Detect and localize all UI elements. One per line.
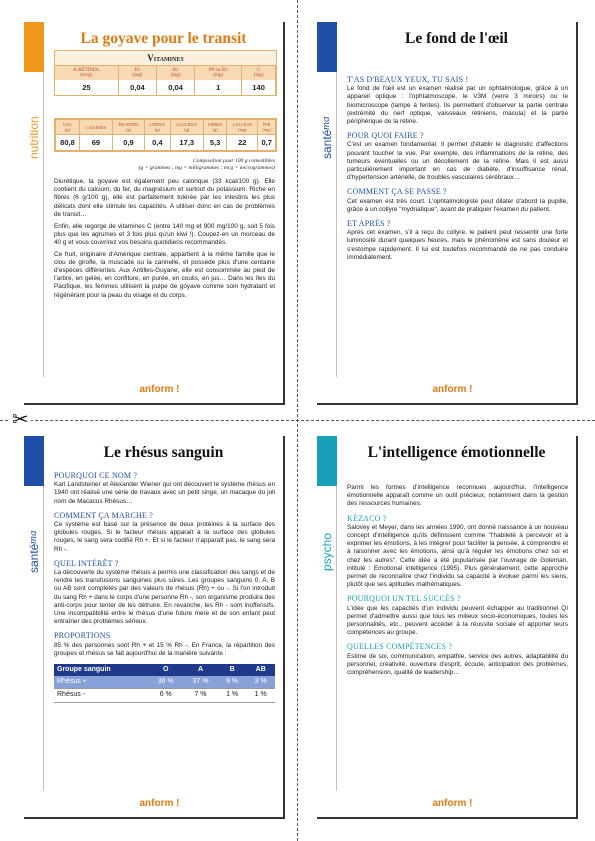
table-header: O: [148, 664, 183, 676]
category-label: nutrition: [27, 116, 41, 160]
vitamin-header: [118, 66, 156, 80]
nutrient-header: [56, 120, 80, 135]
nutrient-name: EAU: [63, 122, 72, 127]
composition-note: Composition pour 100 g comestibles (g = grammes ; mg = milligrammes ; mcg = microgrammes): [138, 158, 275, 171]
section-heading: QUELLES COMPÉTENCES ?: [347, 642, 453, 652]
table-header: Groupe sanguin: [54, 664, 148, 676]
nutrient-header: [258, 120, 276, 135]
nutrient-value: 0,4: [145, 135, 170, 151]
vitamin-value: 1: [195, 80, 242, 95]
card-rhesus: [24, 436, 285, 819]
table-cell: 3 %: [246, 676, 275, 689]
vitamin-header: [55, 66, 118, 80]
paragraph: Ce fruit, originaire d'Amérique centrale, appartient à la même famille que le clou de girofle, la muscade ou la cannelle, et possède plus d'une centaine d'espèces différentes. Aux Antilles-Guyane, elle est consommée au pied de l'arbre, en gelée, en confiture, en purée, en coulis, en jus… Dans les îles du Pacifique, les femmes utilisent la pulpe de goyave comme soin hydratant et régénérant pour la peau du visage et du corps.: [54, 250, 275, 299]
table-cell: Rhésus +: [54, 676, 148, 689]
card-text: [54, 178, 275, 303]
table-cell: 9 %: [218, 676, 247, 689]
nutrient-header: [112, 120, 144, 135]
vitamin-name: PP ou B3: [208, 68, 228, 73]
vitamin-header: [195, 66, 242, 80]
paragraph: Diurétique, la goyave est également peu calorique (33 kcal/100 g). Elle contient du calcium, du fer, du magnésium et surtout du potassium. Riche en fibres (6 g/100 g), elle est parfaitement tolérée par les intestins les plus délicats dont elle stimule les capacités. A utiliser donc en cas de problèmes de transit…: [54, 178, 275, 218]
section-text: Estime de soi, communication, empathie, service des autres, adaptabilité du personnel, créativité, ouverture d'esprit, écoute, anticipation des problèmes, compréhension, qualité de leadership…: [347, 652, 568, 677]
table-cell: 7 %: [183, 689, 218, 702]
nutrient-name: CALCIUM: [232, 122, 252, 127]
section-heading: PROPORTIONS: [54, 631, 111, 641]
section-heading: COMMENT ÇA SE PASSE ?: [347, 187, 447, 197]
vitamin-name: C: [256, 68, 261, 73]
category-label: santé ma: [27, 530, 41, 574]
category-tab: [24, 436, 44, 791]
vitamin-header: [242, 66, 276, 80]
vitamin-name: B2: [172, 68, 179, 73]
card-goyave: [24, 22, 285, 405]
section-heading: POURQUOI CE NOM ?: [54, 471, 138, 480]
nutrient-name: CALORIES: [85, 124, 107, 130]
paragraph: Enfin, elle regorge de vitamines C (entre 140 mg et 900 mg/100 g, soit 5 fois plus que les agrumes et 3 fois plus qu'un kiwi !). Coupez-en un morceau de 40 g et vous couvrirez vos besoins quotidiens recommandés.: [54, 222, 275, 246]
blood-group-table: [54, 664, 275, 703]
category-tab: [317, 436, 337, 791]
vitamin-name: B1: [134, 68, 141, 73]
section-heading: ET APRÈS ?: [347, 219, 391, 229]
section-heading: POURQUOI UN TEL SUCCÈS ?: [347, 594, 461, 604]
table-header: A: [183, 664, 218, 676]
section-text: C'est un examen fondamental. Il permet d'établir le diagnostic d'affections pouvant toucher la vue. Par exemple, des inflammations de la rétine, des tumeurs éventuelles ou un décollement de la rétine. Mais il est aussi particulièrement important en cas de diabète, d'insuffisance rénal, d'hypertension artérielle, de troubles vasculaires cérébraux…: [347, 141, 568, 182]
section-heading: POUR QUOI FAIRE ?: [347, 131, 424, 141]
card-intelligence: [317, 436, 578, 819]
vitamin-name: A-RÉTINOL: [73, 68, 100, 73]
card-title: Le rhésus sanguin: [103, 444, 224, 461]
anform-logo: anform !: [139, 384, 180, 395]
card-title: La goyave pour le transit: [80, 30, 247, 47]
nutrient-value: 69: [79, 135, 112, 151]
table-row: [54, 676, 275, 689]
section-text: Ce système est basé sur la présence de deux protéines à la surface des globules rouges. Si le facteur rhésus apparaît à la surface des globules rouges, le sang sera codifié Rh +. Et si le facteur n'apparaît pas, le sang sera Rh -.: [54, 521, 275, 553]
cut-line-horizontal: [0, 420, 595, 421]
anform-logo: anform !: [139, 798, 180, 809]
nutrient-unit: (g): [184, 127, 190, 132]
nutrient-name: FER: [262, 122, 271, 127]
section-heading: QUEL INTÉRÊT ?: [54, 558, 119, 568]
vitamin-value: 25: [55, 80, 118, 95]
nutrient-header: [79, 120, 112, 135]
section-text: La découverte du système rhésus a permis une classification des sangs et de rendre les transfusions sanguines plus sûres. Les groupes sanguins 0, A, B ou AB sont complétés par des valeurs de rhésus (Rh) + ou -. Si l'on introduit du sang Rh + dans le corps d'une personne Rh -, son organisme produira des anti-corps pour tenter de les détruire. En revanche, les Rh - sont inoffensifs. Une incompatibilité entre le rhésus d'une future mère et de son enfant peut entraîner des problèmes sérieux.: [54, 569, 275, 626]
section-heading: KÉZACO ?: [347, 513, 387, 523]
category-tab: [317, 22, 337, 377]
card-text: [54, 466, 275, 703]
category-tab: [24, 22, 44, 377]
section-heading: T'AS D'BEAUX YEUX, TU SAIS !: [347, 75, 469, 84]
section-text: Après cet examen, s'il a reçu du collyre, le patient peut ressentir une forte luminosité durant quelques heures, mais le phénomène est sans douleur et s'estompe rapidement. Il lui est toutefois recommandé de ne pas conduire immédiatement.: [347, 229, 568, 261]
vitamin-value: 0,04: [118, 80, 156, 95]
nutrient-unit: (mg): [262, 127, 271, 132]
section-text: Salovey et Meyer, dans les années 1990, ont donné naissance à un nouveau concept d'intelligence qu'ils définissent comme "l'habileté à percevoir et à exprimer les émotions, à les intégrer pour faciliter la pensée, à comprendre et à raisonner avec les émotions, ainsi qu'à réguler les émotions chez soi et chez les autres". Cette idée a été popularisée par l'ouvrage de Goleman, intitulé : Emotional intelligence (1995). Plus généralement, cette approche permet de reconnaître chez l'individu sa capacité à évoluer parmi les siens, plutôt que ses aptitudes mathématiques.: [347, 523, 568, 589]
vitamin-value: 140: [242, 80, 276, 95]
nutrient-value: 5,3: [203, 135, 226, 151]
nutrient-value: 17,3: [170, 135, 203, 151]
section-text: Le fond de l'œil est un examen réalisé par un ophtalmologue, grâce à un appareil optique : l'ophtalmoscope, le V3M (verre 3 miroirs) ou le biomicroscope (lampe à fentes). Ils permettent d'observer la partie centrale (extrémité du nerf optique, vaisseaux rétiniens, macula) et la partie périphérique de la rétine.: [347, 85, 568, 126]
anform-logo: anform !: [432, 384, 473, 395]
nutrient-unit: (g): [154, 127, 160, 132]
vitamin-unit: (mg): [213, 73, 224, 78]
section-text: Karl Landsteiner et Alexander Wiener qui ont découvert le système rhésus en 1940 ont réalisé une série de travaux avec un petit singe, un macaque du joli nom de Macacus Rhésus…: [54, 481, 275, 505]
nutrient-header: [145, 120, 170, 135]
table-cell: 1 %: [218, 689, 247, 702]
minerals-table: [54, 118, 277, 152]
section-heading: COMMENT ÇA MARCHE ?: [54, 510, 153, 520]
table-header: B: [218, 664, 247, 676]
vitamin-unit: (mcg): [80, 73, 93, 78]
table-cell: 1 %: [246, 689, 275, 702]
table-cell: 36 %: [148, 676, 183, 689]
nutrient-name: FIBRES: [207, 122, 223, 127]
section-text: Cet examen est très court. L'ophtalmologiste peut dilater d'abord la pupille, grâce à un collyre "mydriatique", avant de pratiquer l'examen du patient.: [347, 197, 568, 213]
table-cell: 37 %: [183, 676, 218, 689]
category-label: psycho: [320, 532, 334, 572]
vitamin-value: 0,04: [156, 80, 194, 95]
nutrient-header: [203, 120, 226, 135]
card-fond-oeil: [317, 22, 578, 405]
nutrient-value: 0,7: [258, 135, 276, 151]
vitamin-unit: (mg): [170, 73, 181, 78]
table-header: AB: [246, 664, 275, 676]
nutrient-header: [227, 120, 258, 135]
nutrient-value: 22: [227, 135, 258, 151]
nutrient-unit: (g): [126, 127, 131, 132]
vitamin-unit: (mg): [132, 73, 143, 78]
card-text: [347, 484, 568, 681]
nutrient-header: [170, 120, 203, 135]
card-title: L'intelligence émotionnelle: [367, 444, 546, 461]
vitamins-title: Vitamines: [55, 51, 276, 66]
vitamins-table: [54, 50, 277, 96]
vitamin-unit: (mg): [253, 73, 264, 78]
scissors-icon: ✂: [12, 409, 29, 431]
nutrient-name: GLUCIDES: [176, 122, 198, 127]
card-text: [347, 70, 568, 266]
table-cell: 6 %: [148, 689, 183, 702]
intro-text: Parmi les formes d'intelligence reconnues aujourd'hui, l'intelligence émotionnelle apparaît comme un outil précieux, notamment dans la gestion des ressources humaines.: [347, 484, 568, 508]
nutrient-name: PROTIDES: [118, 122, 139, 127]
table-cell: Rhésus -: [54, 689, 148, 702]
nutrient-name: LIPIDES: [149, 122, 166, 127]
nutrient-unit: (g): [212, 127, 218, 132]
nutrient-value: 0,9: [112, 135, 144, 151]
nutrient-unit: (mg): [238, 127, 247, 132]
anform-logo: anform !: [432, 798, 473, 809]
vitamin-header: [156, 66, 194, 80]
card-title: Le fond de l'œil: [405, 30, 508, 47]
section-text: L'idée que les capacités d'un individu peuvent échapper au traditionnel QI permet d'admettre aussi que tous les milieux socio-économiques, toutes les personnalités, etc., peuvent accéder à la réussite sociale et apporter leurs compétences au groupe.: [347, 604, 568, 637]
section-text: 85 % des personnes sont Rh + et 15 % Rh -. En France, la répartition des groupes et rhésus se fait aujourd'hui de la manière suivante :: [54, 641, 275, 657]
category-label: santé ma: [320, 116, 334, 160]
nutrient-value: 80,8: [56, 135, 80, 151]
table-row: [54, 689, 275, 702]
nutrient-unit: (g): [65, 127, 70, 132]
